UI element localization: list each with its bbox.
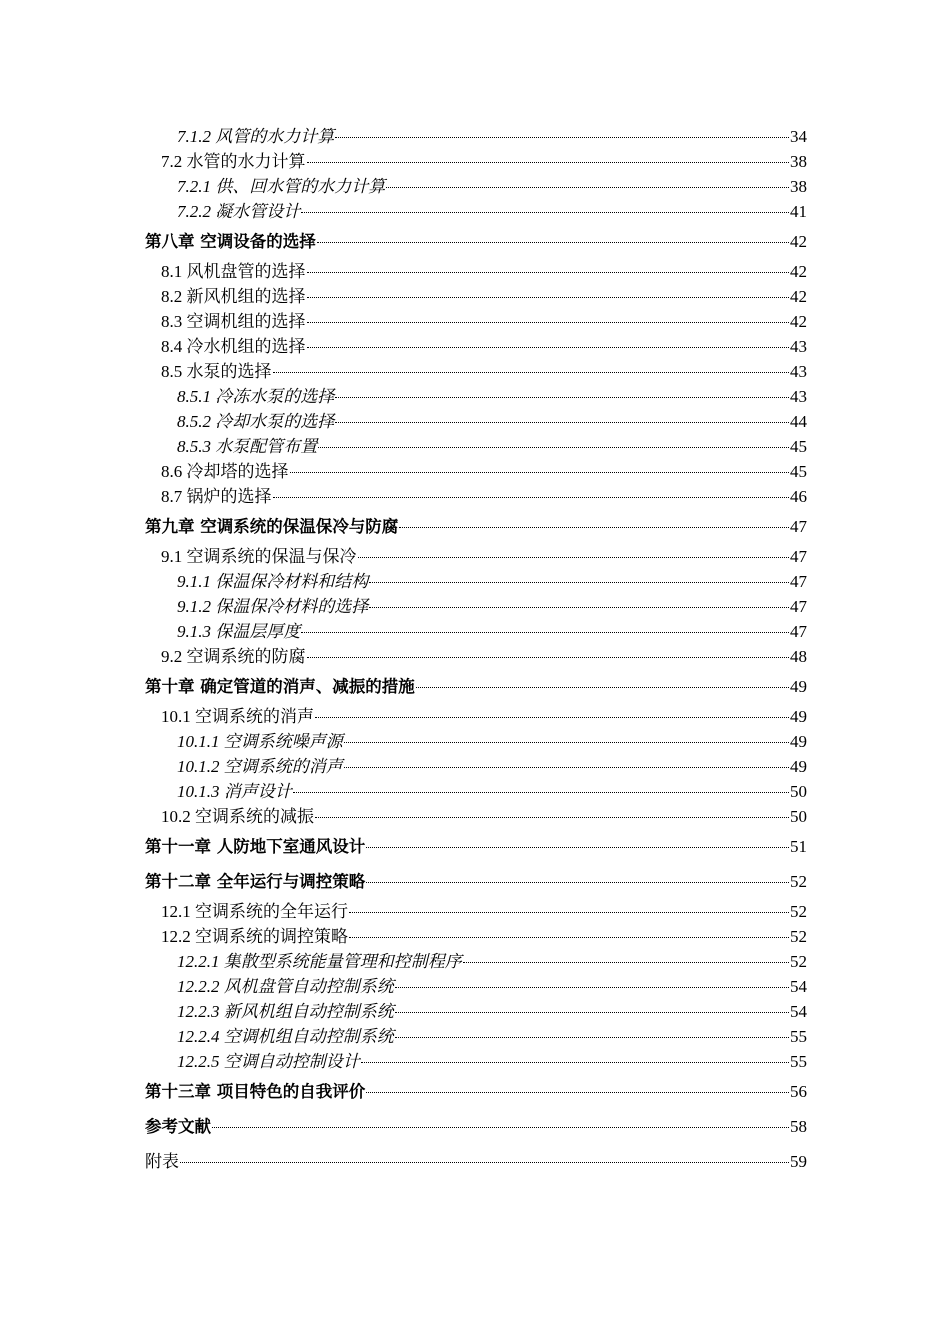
toc-entry-title: 7.2.2 凝水管设计 [177, 202, 301, 221]
toc-section-entry[interactable] [145, 924, 807, 949]
toc-subsection-entry[interactable] [145, 729, 807, 754]
dot-leader [369, 606, 789, 608]
toc-chapter-entry[interactable] [145, 1074, 807, 1109]
toc-chapter-entry[interactable] [145, 1144, 807, 1179]
dot-leader [369, 581, 789, 583]
toc-page-number: 43 [790, 337, 807, 356]
toc-section-entry[interactable] [145, 284, 807, 309]
toc-page-number: 47 [790, 517, 807, 536]
dot-leader [395, 1036, 789, 1038]
toc-entry-title: 12.1 空调系统的全年运行 [161, 902, 348, 921]
toc-subsection-entry[interactable] [145, 384, 807, 409]
toc-chapter-entry[interactable] [145, 509, 807, 544]
toc-page-number: 52 [790, 927, 807, 946]
toc-entry-title: 第十三章 项目特色的自我评价 [145, 1082, 366, 1101]
toc-page-number: 34 [790, 127, 807, 146]
toc-entry-title: 10.1.3 消声设计 [177, 782, 292, 801]
toc-page-number: 42 [790, 312, 807, 331]
toc-entry-title: 9.1.2 保温保冷材料的选择 [177, 597, 369, 616]
dot-leader [344, 766, 789, 768]
toc-page-number: 55 [790, 1052, 807, 1071]
toc-page-number: 49 [790, 757, 807, 776]
toc-subsection-entry[interactable] [145, 569, 807, 594]
toc-page-number: 48 [790, 647, 807, 666]
dot-leader [315, 716, 789, 718]
toc-entry-title: 8.2 新风机组的选择 [161, 287, 306, 306]
toc-section-entry[interactable] [145, 899, 807, 924]
toc-page-number: 42 [790, 232, 807, 251]
toc-page-number: 47 [790, 597, 807, 616]
toc-page-number: 51 [790, 837, 807, 856]
toc-subsection-entry[interactable] [145, 974, 807, 999]
toc-subsection-entry[interactable] [145, 754, 807, 779]
dot-leader [307, 271, 790, 273]
toc-page-number: 46 [790, 487, 807, 506]
toc-entry-title: 第十章 确定管道的消声、减振的措施 [145, 677, 415, 696]
dot-leader [366, 881, 789, 883]
toc-section-entry[interactable] [145, 149, 807, 174]
toc-entry-title: 12.2.2 风机盘管自动控制系统 [177, 977, 394, 996]
dot-leader [273, 496, 790, 498]
toc-subsection-entry[interactable] [145, 1024, 807, 1049]
toc-page-number: 47 [790, 572, 807, 591]
toc-subsection-entry[interactable] [145, 199, 807, 224]
dot-leader [301, 211, 789, 213]
dot-leader [335, 421, 789, 423]
toc-section-entry[interactable] [145, 309, 807, 334]
toc-page-number: 44 [790, 412, 807, 431]
dot-leader [395, 1011, 789, 1013]
dot-leader [180, 1161, 789, 1163]
dot-leader [315, 816, 789, 818]
toc-page-number: 54 [790, 1002, 807, 1021]
toc-section-entry[interactable] [145, 359, 807, 384]
toc-entry-title: 8.3 空调机组的选择 [161, 312, 306, 331]
dot-leader [463, 961, 789, 963]
table-of-contents [145, 124, 807, 1179]
toc-subsection-entry[interactable] [145, 619, 807, 644]
toc-entry-title: 10.1.1 空调系统噪声源 [177, 732, 343, 751]
toc-entry-title: 8.6 冷却塔的选择 [161, 462, 289, 481]
toc-entry-title: 8.4 冷水机组的选择 [161, 337, 306, 356]
dot-leader [317, 241, 789, 243]
toc-subsection-entry[interactable] [145, 594, 807, 619]
toc-page-number: 52 [790, 902, 807, 921]
toc-subsection-entry[interactable] [145, 999, 807, 1024]
dot-leader [366, 1091, 789, 1093]
toc-page-number: 47 [790, 547, 807, 566]
toc-page-number: 49 [790, 677, 807, 696]
dot-leader [307, 656, 790, 658]
toc-entry-title: 8.7 锅炉的选择 [161, 487, 272, 506]
toc-page-number: 47 [790, 622, 807, 641]
toc-entry-title: 12.2.5 空调自动控制设计 [177, 1052, 360, 1071]
toc-entry-title: 9.2 空调系统的防腐 [161, 647, 306, 666]
toc-entry-title: 第十二章 全年运行与调控策略 [145, 872, 366, 891]
toc-page-number: 42 [790, 262, 807, 281]
toc-page-number: 45 [790, 437, 807, 456]
dot-leader [366, 846, 789, 848]
dot-leader [307, 296, 790, 298]
dot-leader [358, 556, 790, 558]
toc-entry-title: 7.1.2 风管的水力计算 [177, 127, 335, 146]
toc-section-entry[interactable] [145, 544, 807, 569]
dot-leader [212, 1126, 789, 1128]
dot-leader [386, 186, 789, 188]
toc-section-entry[interactable] [145, 704, 807, 729]
toc-chapter-entry[interactable] [145, 669, 807, 704]
toc-chapter-entry[interactable] [145, 864, 807, 899]
toc-entry-title: 8.1 风机盘管的选择 [161, 262, 306, 281]
toc-entry-title: 12.2.1 集散型系统能量管理和控制程序 [177, 952, 462, 971]
dot-leader [307, 346, 790, 348]
toc-page-number: 41 [790, 202, 807, 221]
toc-entry-title: 8.5 水泵的选择 [161, 362, 272, 381]
toc-page-number: 42 [790, 287, 807, 306]
toc-entry-title: 9.1.1 保温保冷材料和结构 [177, 572, 369, 591]
toc-page-number: 49 [790, 732, 807, 751]
toc-entry-title: 10.1 空调系统的消声 [161, 707, 314, 726]
toc-section-entry[interactable] [145, 644, 807, 669]
toc-entry-title: 12.2 空调系统的调控策略 [161, 927, 348, 946]
toc-page-number: 43 [790, 387, 807, 406]
toc-page-number: 55 [790, 1027, 807, 1046]
toc-entry-title: 附表 [145, 1152, 179, 1171]
toc-entry-title: 10.1.2 空调系统的消声 [177, 757, 343, 776]
toc-entry-title: 12.2.4 空调机组自动控制系统 [177, 1027, 394, 1046]
dot-leader [344, 741, 789, 743]
toc-page-number: 49 [790, 707, 807, 726]
dot-leader [318, 446, 789, 448]
dot-leader [399, 526, 789, 528]
toc-subsection-entry[interactable] [145, 949, 807, 974]
dot-leader [293, 791, 789, 793]
dot-leader [335, 396, 789, 398]
toc-entry-title: 第十一章 人防地下室通风设计 [145, 837, 366, 856]
toc-subsection-entry[interactable] [145, 409, 807, 434]
toc-page-number: 50 [790, 782, 807, 801]
toc-subsection-entry[interactable] [145, 124, 807, 149]
dot-leader [416, 686, 789, 688]
toc-page-number: 52 [790, 952, 807, 971]
toc-chapter-entry[interactable] [145, 829, 807, 864]
toc-entry-title: 7.2.1 供、回水管的水力计算 [177, 177, 386, 196]
dot-leader [290, 471, 790, 473]
toc-page-number: 56 [790, 1082, 807, 1101]
toc-section-entry[interactable] [145, 334, 807, 359]
toc-page-number: 54 [790, 977, 807, 996]
toc-entry-title: 10.2 空调系统的减振 [161, 807, 314, 826]
toc-page-number: 38 [790, 152, 807, 171]
toc-page-number: 52 [790, 872, 807, 891]
toc-section-entry[interactable] [145, 484, 807, 509]
toc-section-entry[interactable] [145, 259, 807, 284]
toc-entry-title: 9.1 空调系统的保温与保冷 [161, 547, 357, 566]
toc-entry-title: 8.5.2 冷却水泵的选择 [177, 412, 335, 431]
toc-entry-title: 8.5.1 冷冻水泵的选择 [177, 387, 335, 406]
toc-page-number: 45 [790, 462, 807, 481]
toc-entry-title: 第八章 空调设备的选择 [145, 232, 316, 251]
toc-entry-title: 7.2 水管的水力计算 [161, 152, 306, 171]
dot-leader [395, 986, 789, 988]
toc-section-entry[interactable] [145, 459, 807, 484]
dot-leader [349, 911, 789, 913]
toc-page-number: 59 [790, 1152, 807, 1171]
dot-leader [361, 1061, 789, 1063]
toc-entry-title: 12.2.3 新风机组自动控制系统 [177, 1002, 394, 1021]
toc-page-number: 58 [790, 1117, 807, 1136]
dot-leader [307, 161, 790, 163]
toc-chapter-entry[interactable] [145, 1109, 807, 1144]
dot-leader [335, 136, 789, 138]
toc-entry-title: 第九章 空调系统的保温保冷与防腐 [145, 517, 399, 536]
toc-entry-title: 8.5.3 水泵配管布置 [177, 437, 318, 456]
toc-page-number: 38 [790, 177, 807, 196]
toc-subsection-entry[interactable] [145, 1049, 807, 1074]
dot-leader [349, 936, 789, 938]
toc-page-number: 43 [790, 362, 807, 381]
toc-chapter-entry[interactable] [145, 224, 807, 259]
dot-leader [273, 371, 790, 373]
toc-entry-title: 参考文献 [145, 1117, 211, 1136]
toc-section-entry[interactable] [145, 804, 807, 829]
toc-page-number: 50 [790, 807, 807, 826]
toc-subsection-entry[interactable] [145, 174, 807, 199]
toc-entry-title: 9.1.3 保温层厚度 [177, 622, 301, 641]
dot-leader [307, 321, 790, 323]
dot-leader [301, 631, 789, 633]
toc-subsection-entry[interactable] [145, 434, 807, 459]
toc-subsection-entry[interactable] [145, 779, 807, 804]
